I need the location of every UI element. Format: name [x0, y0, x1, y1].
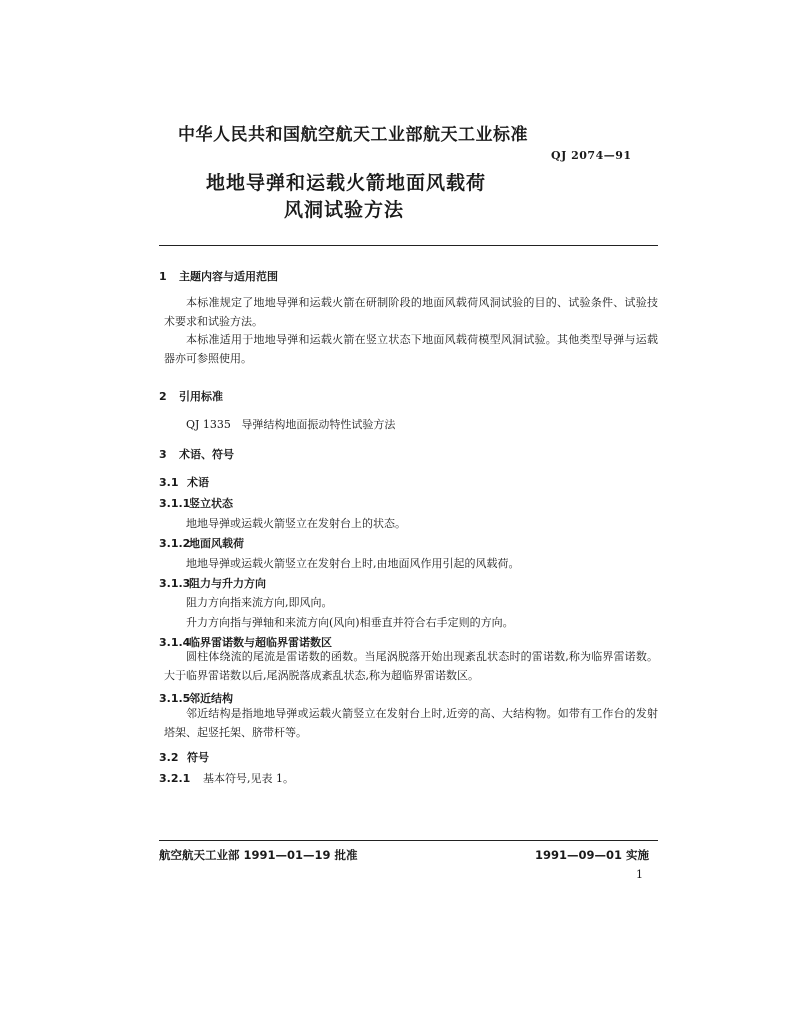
section-3-2-1-text: 基本符号,见表 1。 [203, 772, 294, 785]
section-3-1-1-heading [159, 495, 233, 511]
section-3-1-number: 3.1 [159, 476, 179, 489]
section-3-1-3-number: 3.1.3 [159, 577, 191, 590]
section-3-1-5-body [164, 705, 658, 742]
section-3-1-3-text-2: 升力方向指与弹轴和来流方向(风向)相垂直并符合右手定则的方向。 [186, 616, 514, 629]
document-title-line-1: 地地导弹和运载火箭地面风载荷 [206, 172, 487, 194]
section-3-title: 术语、符号 [179, 448, 234, 461]
footer-divider [159, 840, 658, 841]
section-3-1-5-text: 邻近结构是指地地导弹或运载火箭竖立在发射台上时,近旁的高、大结构物。如带有工作台的发射塔架、起竖托架、脐带杆等。 [164, 707, 658, 739]
section-1-body [164, 294, 658, 369]
section-3-1-3-text-1: 阻力方向指来流方向,即风向。 [186, 596, 333, 609]
effective-date: 1991—09—01 实施 [535, 848, 650, 862]
section-3-2-title: 符号 [187, 751, 209, 764]
section-3-1-4-text: 圆柱体绕流的尾流是雷诺数的函数。当尾涡脱落开始出现紊乱状态时的雷诺数,称为临界雷诺数。大于临界雷诺数以后,尾涡脱落成紊乱状态,称为超临界雷诺数区。 [164, 650, 658, 682]
section-1-paragraph-1: 本标准规定了地地导弹和运载火箭在研制阶段的地面风载荷风洞试验的目的、试验条件、试验技术要求和试验方法。 [164, 296, 658, 328]
section-3-1-2-text: 地地导弹或运载火箭竖立在发射台上时,由地面风作用引起的风载荷。 [186, 557, 520, 570]
section-3-1-1-number: 3.1.1 [159, 497, 191, 510]
section-3-1-5-heading [159, 690, 233, 706]
section-3-1-3-title: 阻力与升力方向 [189, 577, 266, 590]
issuing-organization: 中华人民共和国航空航天工业部航天工业标准 [178, 125, 528, 145]
section-3-2-heading [159, 749, 209, 765]
section-3-number: 3 [159, 448, 167, 461]
section-3-1-title: 术语 [187, 476, 209, 489]
section-3-1-5-title: 邻近结构 [189, 692, 233, 705]
section-3-2-1-number: 3.2.1 [159, 772, 191, 785]
section-1-paragraph-2: 本标准适用于地地导弹和运载火箭在竖立状态下地面风载荷模型风洞试验。其他类型导弹与运载器亦可参照使用。 [164, 333, 658, 366]
section-3-1-2-number: 3.1.2 [159, 537, 191, 550]
section-3-1-4-number: 3.1.4 [159, 636, 191, 649]
section-3-heading [159, 446, 234, 462]
section-3-1-1-text: 地地导弹或运载火箭竖立在发射台上的状态。 [186, 517, 406, 530]
section-3-1-2-heading [159, 535, 244, 551]
document-title-line-2: 风洞试验方法 [284, 199, 405, 221]
section-3-1-2-title: 地面风载荷 [189, 537, 244, 550]
section-3-1-heading [159, 474, 209, 490]
approval-date: 航空航天工业部 1991—01—19 批准 [159, 848, 358, 862]
section-2-heading [159, 388, 223, 404]
standard-number: QJ 2074—91 [551, 149, 632, 162]
section-3-1-4-title: 临界雷诺数与超临界雷诺数区 [189, 636, 332, 649]
section-2-title: 引用标准 [179, 390, 223, 403]
section-1-heading [159, 268, 278, 284]
section-3-1-5-number: 3.1.5 [159, 692, 191, 705]
section-2-number: 2 [159, 390, 167, 403]
page-number: 1 [636, 868, 643, 881]
header-divider [159, 245, 658, 246]
section-1-title: 主题内容与适用范围 [179, 270, 278, 283]
section-3-1-1-title: 竖立状态 [189, 497, 233, 510]
section-3-2-number: 3.2 [159, 751, 179, 764]
section-3-1-4-body [164, 648, 658, 685]
section-3-1-3-heading [159, 575, 266, 591]
referenced-standard: QJ 1335 导弹结构地面振动特性试验方法 [186, 418, 396, 431]
section-3-2-1-line [159, 770, 294, 786]
section-1-number: 1 [159, 270, 167, 283]
